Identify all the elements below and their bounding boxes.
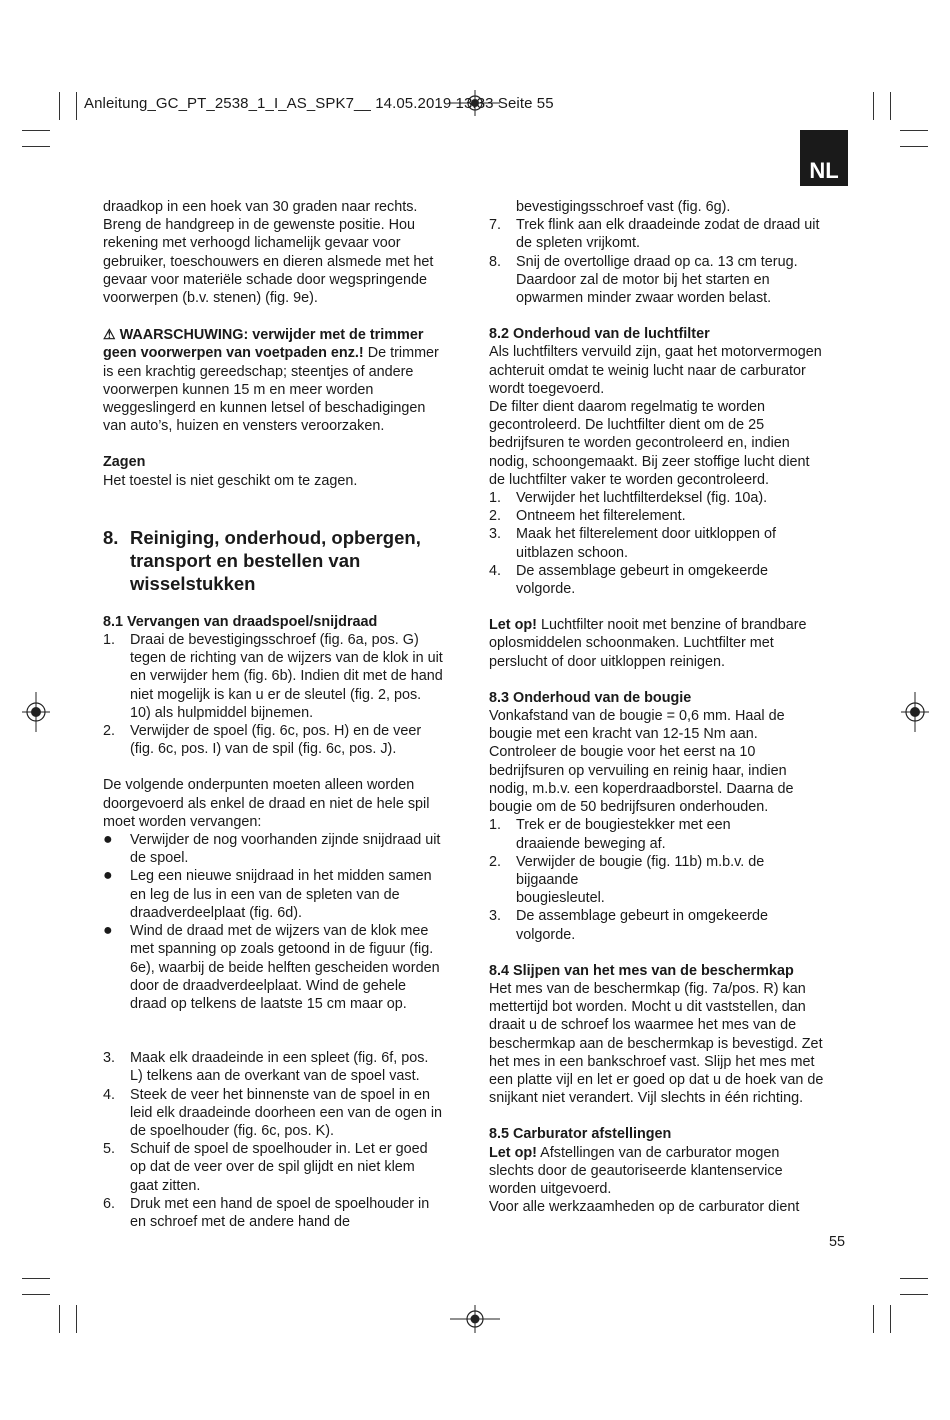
list-item: 1. Trek er de bougiestekker met een draaiende beweging af. xyxy=(489,817,731,852)
print-slug: Anleitung_GC_PT_2538_1_I_AS_SPK7__ 14.05.2019 13:33 Seite 55 xyxy=(84,95,554,112)
warning-line: geen voorwerpen van voetpaden enz.! De trimmer xyxy=(103,345,439,362)
crop-mark xyxy=(900,1278,928,1279)
text-line: gebruiker, toeschouwers en dieren alsmede met het xyxy=(103,253,434,270)
text-line: rekening met verhoogd lichamelijk gevaar voor xyxy=(103,235,401,252)
registration-mark-icon xyxy=(22,692,50,732)
text-line: weggeslingerd en kunnen letsel of beschadigingen xyxy=(103,400,426,417)
text-line: doorgevoerd als enkel de draad en niet de hele spil xyxy=(103,795,430,812)
text-line: van auto’s, huizen en vensters veroorzaken. xyxy=(103,418,385,435)
list-item: 1. Draai de bevestigingsschroef (fig. 6a, pos. G) tegen de richting van de wijzers van de klok in uit en verwijder hem (fig. 6b). Indien dit met de hand niet mogelijk is kan u er de sleutel (fig. 2, pos. 10) als hulpmiddel bijnemen. xyxy=(103,632,443,721)
crop-mark xyxy=(22,146,50,147)
text-line: voorwerpen (b.v. stenen) (fig. 9e). xyxy=(103,290,318,307)
text-line: de luchtfilter vaker te worden gecontroleerd. xyxy=(489,471,769,488)
text-line: nodig, m.b.v. een koperdraadborstel. Daarna de xyxy=(489,780,794,797)
section-heading: 8. Reiniging, onderhoud, opbergen, transport en bestellen van wisselstukken xyxy=(103,526,421,594)
list-item: 2. Verwijder de spoel (fig. 6c, pos. H) en de veer (fig. 6c, pos. I) van de spil (fig. 6c, pos. J). xyxy=(103,723,422,758)
text-line: worden uitgevoerd. xyxy=(489,1180,612,1197)
text-line: Breng de handgreep in de gewenste positie. Hou xyxy=(103,217,416,234)
registration-mark-icon xyxy=(901,692,929,732)
crop-mark xyxy=(873,92,874,120)
page-number: 55 xyxy=(829,1234,846,1250)
text-line: bougie met een kracht van 12-15 Nm aan. xyxy=(489,726,758,743)
warning-icon: ⚠ xyxy=(103,326,116,343)
text-line: nodig, schoongemaakt. Bij zeer stoffige lucht dient xyxy=(489,453,810,470)
crop-mark xyxy=(76,1305,77,1333)
list-item: 2. Ontneem het filterelement. xyxy=(489,508,686,525)
text-line: gevaar voor materiële schade door wegspringende xyxy=(103,271,427,288)
list-item: 2. Verwijder de bougie (fig. 11b) m.b.v. de bijgaande bougiesleutel. xyxy=(489,853,765,907)
right-column xyxy=(489,198,845,1216)
crop-mark xyxy=(22,1294,50,1295)
text-line: De volgende onderpunten moeten alleen worden xyxy=(103,777,415,794)
list-item: 6. Druk met een hand de spoel de spoelhouder in en schroef met de andere hand de xyxy=(103,1195,430,1230)
bullet-icon: ● xyxy=(103,922,113,940)
text-line: achteruit omdat te weinig lucht naar de carburator xyxy=(489,362,806,379)
text-line: wordt toegevoerd. xyxy=(489,380,605,397)
bullet-item: ● Verwijder de nog voorhanden zijnde snijdraad uit de spoel. xyxy=(103,831,441,867)
crop-mark xyxy=(890,92,891,120)
crop-mark xyxy=(22,130,50,131)
text-line: een platte vijl en let er goed op dat u de hoek van de xyxy=(489,1071,824,1088)
text-line: draadkop in een hoek van 30 graden naar rechts. xyxy=(103,199,418,215)
note-line: Let op! Afstellingen van de carburator mogen xyxy=(489,1144,780,1161)
text-line: voorwerpen kunnen 15 m en meer worden xyxy=(103,381,374,398)
list-item: 3. Maak het filterelement door uitkloppen of uitblazen schoon. xyxy=(489,526,776,561)
list-item: 7. Trek flink aan elk draadeinde zodat de draad uit de spleten vrijkomt. xyxy=(489,217,820,252)
crop-mark xyxy=(890,1305,891,1333)
crop-mark xyxy=(76,92,77,120)
language-badge: NL xyxy=(800,130,848,186)
text-line: bedrijfsuren op vervuiling en reinig haar, indien xyxy=(489,762,787,779)
text-line: Het toestel is niet geschikt om te zagen. xyxy=(103,472,358,489)
bullet-icon: ● xyxy=(103,867,113,885)
subheading: Zagen xyxy=(103,454,146,471)
text-line: perslucht of door uitkloppen reinigen. xyxy=(489,653,725,670)
list-item: 4. De assemblage gebeurt in omgekeerde volgorde. xyxy=(489,562,768,598)
bullet-item: ● Leg een nieuwe snijdraad in het midden samen en leg de lus in een van de spleten van de draadverdeelplaat (fig. 6d). xyxy=(103,867,432,921)
text-line: snijkant niet verandert. Vijl slechts in één richting. xyxy=(489,1090,804,1107)
subheading: 8.3 Onderhoud van de bougie xyxy=(489,689,692,706)
text-line: is een krachtig gereedschap; steentjes of andere xyxy=(103,363,414,380)
text-line: gecontroleerd. De luchtfilter dient om de 25 xyxy=(489,417,765,434)
text-line: mettertijd bot worden. Mocht u dit vaststellen, dan xyxy=(489,999,806,1016)
crop-mark xyxy=(900,1294,928,1295)
text-line: bedrijfsuren te worden gecontroleerd en, indien xyxy=(489,435,790,452)
subheading: 8.4 Slijpen van het mes van de beschermkap xyxy=(489,962,794,979)
left-column xyxy=(103,198,463,1231)
crop-mark xyxy=(59,1305,60,1333)
list-item-continued: bevestigingsschroef vast (fig. 6g). xyxy=(516,199,731,215)
bullet-item: ● Wind de draad met de wijzers van de klok mee met spanning op zoals getoond in de figuur (fig. 6e), waarbij de beide helften gescheiden worden door de draadverdeelplaat. Wind de gehele draad op telkens de laatste 15 cm maar op. xyxy=(103,922,440,1012)
text-line: beschermkap aan de beschermkap is bevestigd. Zet xyxy=(489,1035,823,1052)
text-line: Voor alle werkzaamheden op de carburator dient xyxy=(489,1199,800,1216)
text-line: De filter dient daarom regelmatig te worden xyxy=(489,399,765,416)
list-item: 8. Snij de overtollige draad op ca. 13 cm terug. Daardoor zal de motor bij het starten en opwarmen minder zwaar worden belast. xyxy=(489,253,798,307)
list-item: 3. De assemblage gebeurt in omgekeerde volgorde. xyxy=(489,908,768,943)
warning-line: ⚠ WAARSCHUWING: verwijder met de trimmer xyxy=(103,326,424,344)
text-line: Het mes van de beschermkap (fig. 7a/pos. R) kan xyxy=(489,980,806,997)
crop-mark xyxy=(59,92,60,120)
text-line: Controleer de bougie voor het eerst na 10 xyxy=(489,744,756,761)
crop-mark xyxy=(22,1278,50,1279)
list-item: 3. Maak elk draadeinde in een spleet (fig. 6f, pos. L) telkens aan de overkant van de spoel vast. xyxy=(103,1050,429,1085)
subheading: 8.1 Vervangen van draadspoel/snijdraad xyxy=(103,613,378,630)
crop-mark xyxy=(900,130,928,131)
list-item: 4. Steek de veer het binnenste van de spoel in en leid elk draadeinde doorheen een van de ogen in de spoelhouder (fig. 6c, pos. K). xyxy=(103,1086,443,1139)
subheading: 8.2 Onderhoud van de luchtfilter xyxy=(489,326,710,343)
text-line: oplosmiddelen schoonmaken. Luchtfilter met xyxy=(489,635,774,652)
text-line: Vonkafstand van de bougie = 0,6 mm. Haal de xyxy=(489,708,785,725)
text-line: bougie om de 50 bedrijfsuren onderhouden. xyxy=(489,799,769,816)
bullet-icon: ● xyxy=(103,831,113,849)
crop-mark xyxy=(873,1305,874,1333)
text-line: draait u de schroef los waarmee het mes van de xyxy=(489,1017,797,1034)
text-line: Als luchtfilters vervuild zijn, gaat het motorvermogen xyxy=(489,344,822,361)
subheading: 8.5 Carburator afstellingen xyxy=(489,1126,672,1143)
list-item: 5. Schuif de spoel de spoelhouder in. Let er goed op dat de veer over de spil glijdt en niet klem gaat zitten. xyxy=(103,1141,428,1194)
text-line: moet worden vervangen: xyxy=(103,813,262,830)
crop-mark xyxy=(900,146,928,147)
text-line: het mes in een bankschroef vast. Slijp het mes met xyxy=(489,1053,815,1070)
text-line: slechts door de geautoriseerde klantenservice xyxy=(489,1162,783,1179)
list-item: 1. Verwijder het luchtfilterdeksel (fig. 10a). xyxy=(489,490,768,507)
registration-mark-icon xyxy=(450,1305,500,1333)
note-line: Let op! Luchtfilter nooit met benzine of brandbare xyxy=(489,617,807,634)
